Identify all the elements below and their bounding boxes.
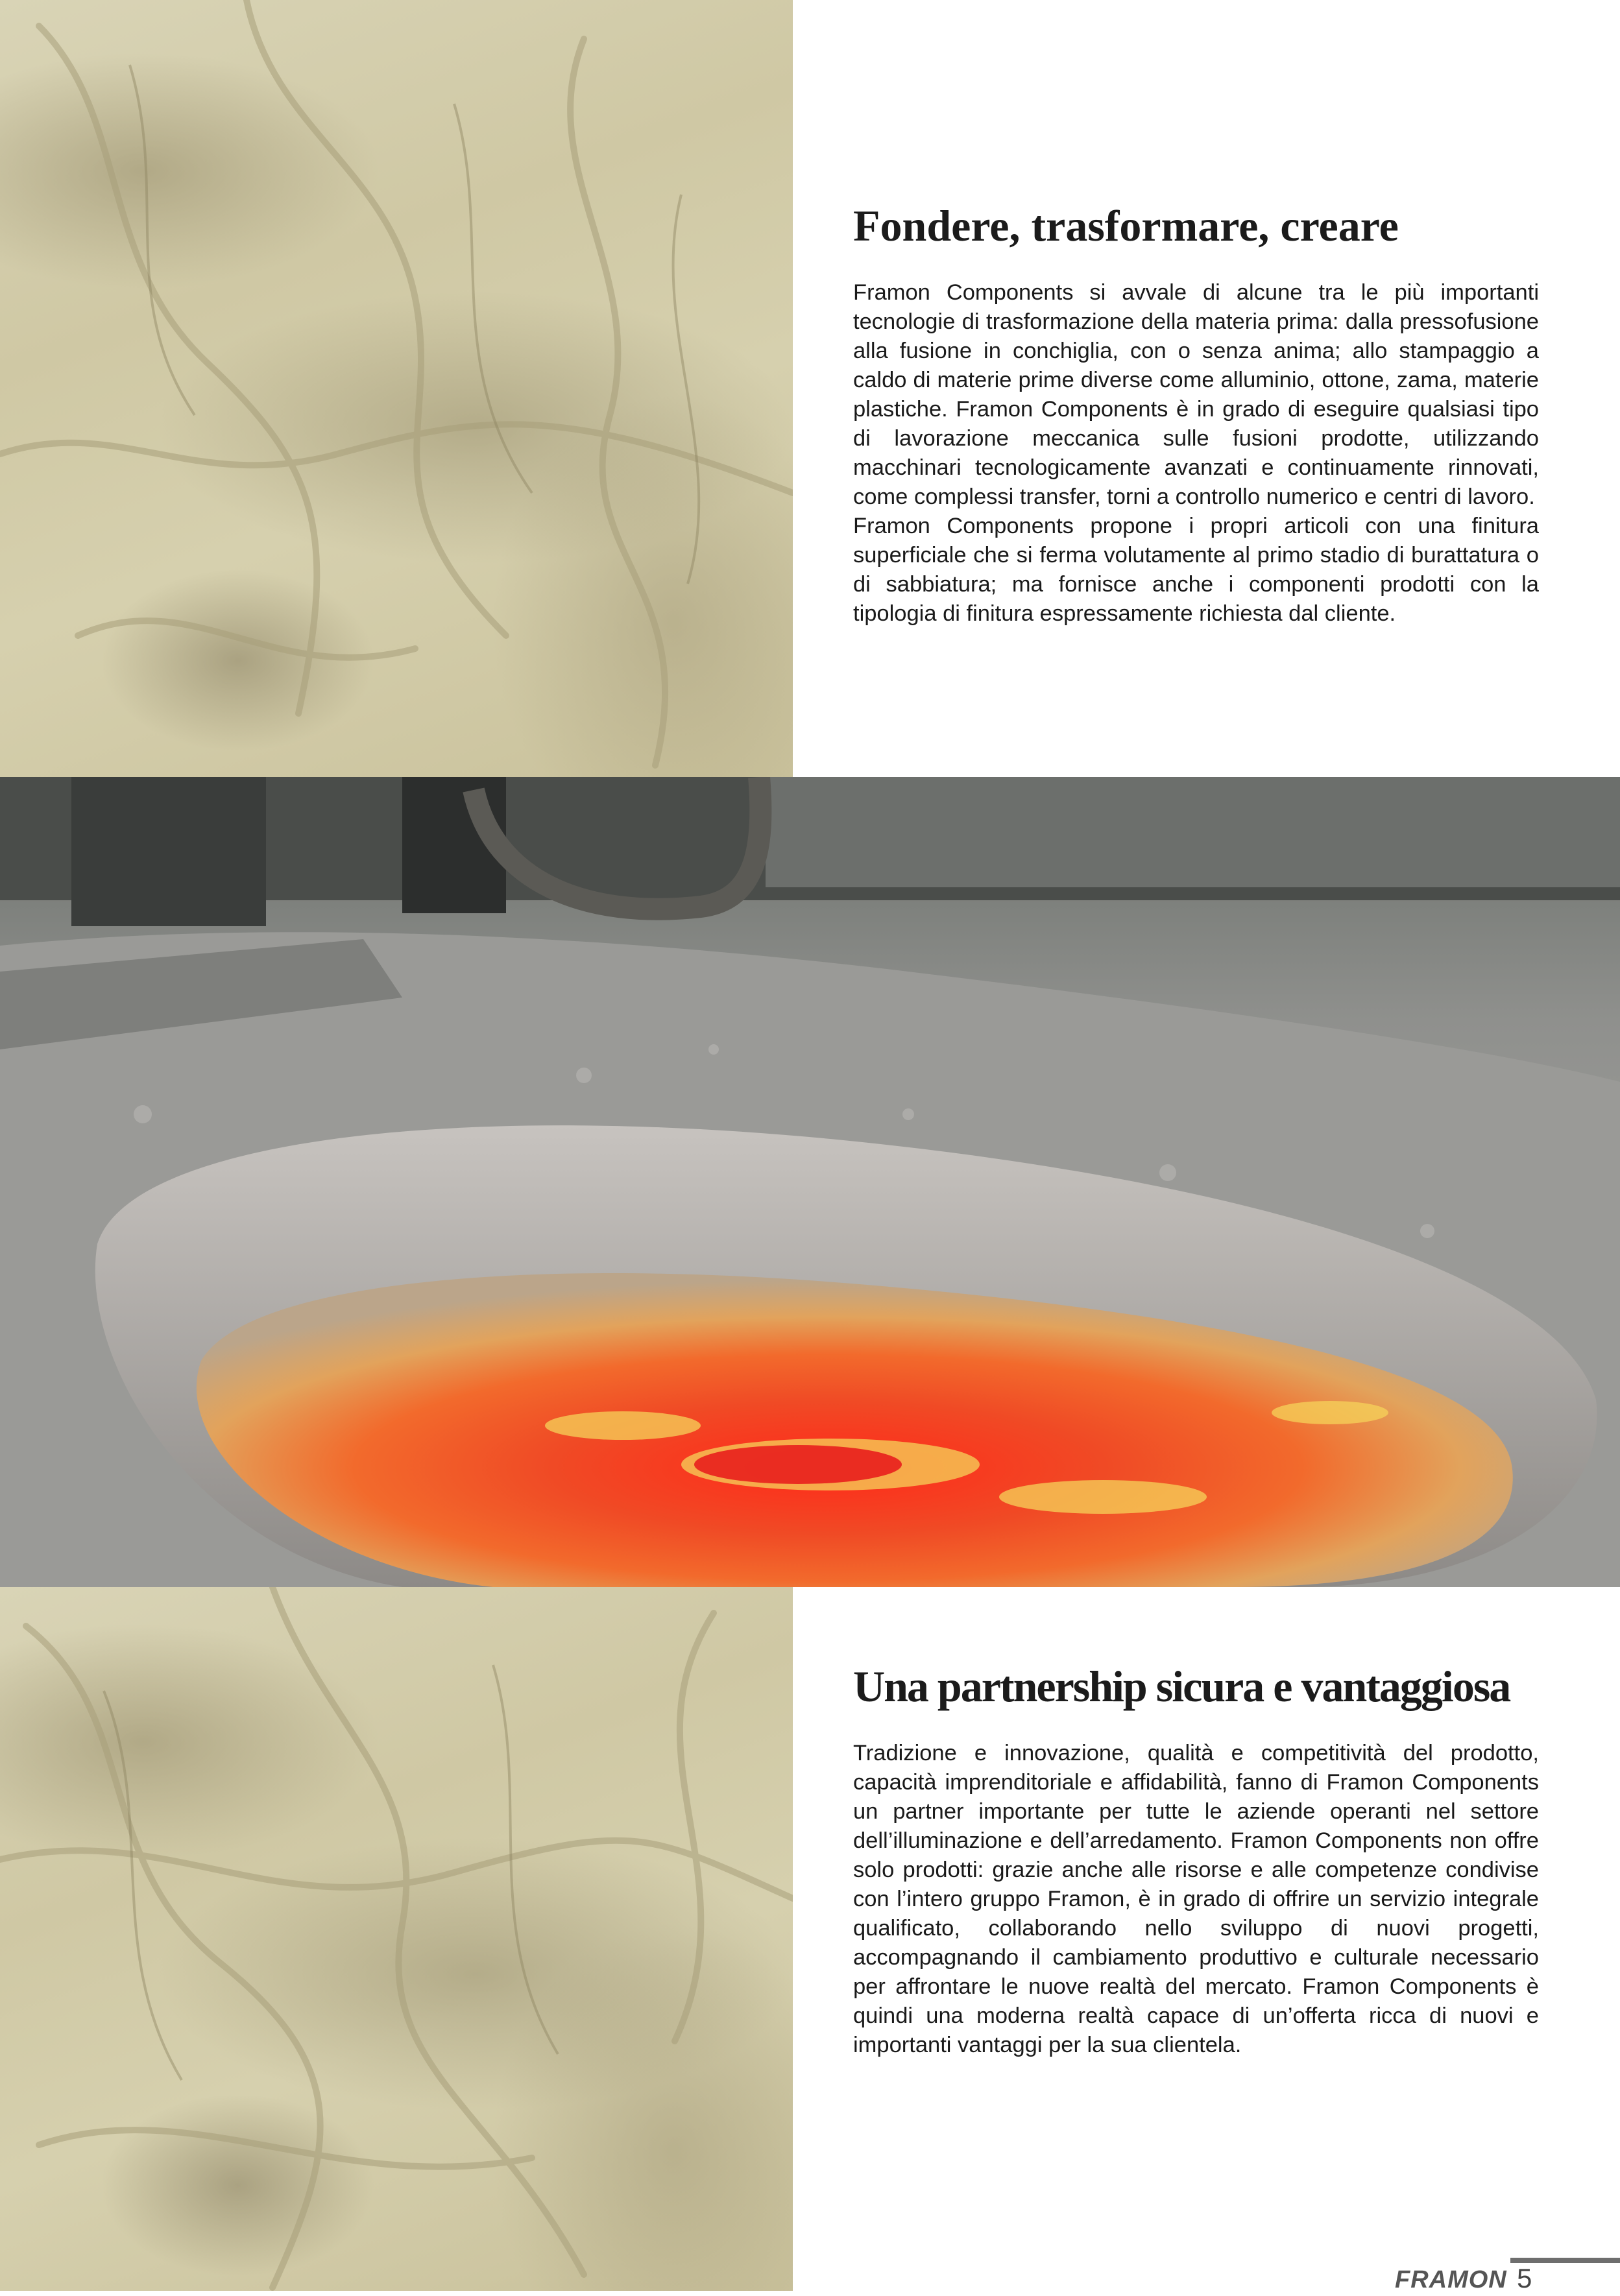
page-number: 5: [1517, 2263, 1532, 2293]
section-heading: Una partnership sicura e vantaggiosa: [853, 1662, 1510, 1711]
section-paragraph: Framon Components propone i propri articoli con una finitura superficiale che si ferma volutamente al primo stadio di burattatura o di sabbiatura; ma fornisce anche i componenti prodotti con la tipologia di finitura espressamente richiesta dal cliente.: [853, 514, 1539, 626]
molten-metal-photo: [0, 777, 1620, 1587]
framon-logo: FRAMON: [1395, 2266, 1507, 2293]
molten-metal-illustration: [0, 777, 1620, 1587]
decorative-texture-bottom: [0, 1587, 793, 2291]
section-paragraph: Tradizione e innovazione, qualità e competitività del prodotto, capacità imprenditoriale e affidabilità, fanno di Framon Components un partner importante per tutte le aziende operanti nel settore dell’illuminazione e dell’arredamento. Framon Components non offre solo prodotti: grazie anche alle risorse e alle competenze condivise con l’intero gruppo Framon, è in grado di offrire un servizio integrale qualificato, collaborando nello sviluppo di nuovi progetti, accompagnando il cambiamento produttivo e culturale necessario per affrontare le nuove realtà del mercato. Framon Components è quindi una moderna realtà capace di un’offerta ricca di nuovi e importanti vantaggi per la sua clientela.: [853, 1741, 1539, 2057]
texture-strokes-top: [0, 0, 793, 777]
decorative-texture-top: [0, 0, 793, 777]
section-foundry-technologies: [853, 198, 1539, 628]
texture-strokes-bottom: [0, 1587, 793, 2291]
section-heading: Fondere, trasformare, creare: [853, 201, 1399, 250]
section-partnership: [853, 1658, 1539, 2060]
section-paragraph: Framon Components si avvale di alcune tra le più importanti tecnologie di trasformazione della materia prima: dalla pressofusione alla fusione in conchiglia, con o senza anima; allo stampaggio a caldo di materie prime diverse come alluminio, ottone, zama, materie plastiche. Framon Components è in grado di eseguire qualsiasi tipo di lavorazione meccanica sulle fusioni prodotte, utilizzando macchinari tecnologicamente avanzati e continuamente rinnovati, come complessi transfer, torni a controllo numerico e centri di lavoro.: [853, 280, 1539, 509]
